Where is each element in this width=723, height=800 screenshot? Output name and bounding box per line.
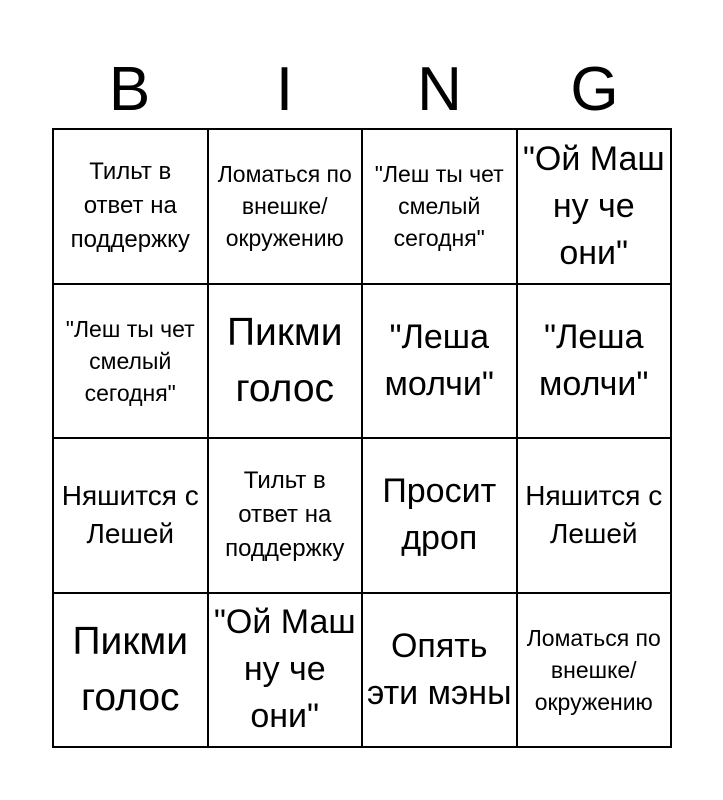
bingo-cell-r2c2[interactable] [209,285,364,440]
cell-text: "Ой Маш ну че они" [522,139,665,272]
cell-text: "Леша молчи" [539,317,649,403]
bingo-cell-r3c2[interactable] [209,439,364,594]
cell-text: "Леш ты чет смелый сегодня" [65,315,195,406]
bingo-cell-r4c3[interactable] [363,594,518,749]
bingo-cell-r2c1[interactable] [54,285,209,440]
bingo-cell-r1c1[interactable] [54,130,209,285]
cell-text: Тильт в ответ на поддержку [225,467,345,563]
bingo-cell-r4c2[interactable] [209,594,364,749]
cell-text: Тильт в ответ на поддержку [70,158,190,254]
bingo-cell-r3c3[interactable] [363,439,518,594]
cell-text: Просит дроп [382,472,497,558]
header-letter-i: I [275,55,294,124]
cell-text: Ломаться по внешке/ окружению [526,624,661,715]
cell-text: Ломаться по внешке/ окружению [217,161,352,252]
bingo-cell-r2c4[interactable] [518,285,673,440]
bingo-header [52,52,672,128]
bingo-cell-r1c2[interactable] [209,130,364,285]
cell-text: "Леша молчи" [384,317,494,403]
bingo-cell-r3c1[interactable] [54,439,209,594]
bingo-cell-r3c4[interactable] [518,439,673,594]
cell-text: Опять эти мэны [366,626,512,712]
header-letter-b: B [108,55,151,124]
cell-text: Пикми голос [72,619,188,719]
bingo-cell-r4c1[interactable] [54,594,209,749]
cell-text: Няшится с Лешей [525,480,663,550]
bingo-cell-r1c3[interactable] [363,130,518,285]
header-letter-n: N [417,55,462,124]
bingo-cell-r2c3[interactable] [363,285,518,440]
header-letter-g: G [570,55,619,124]
cell-text: "Ой Маш ну че они" [213,603,356,736]
bingo-board [52,128,672,748]
cell-text: Няшится с Лешей [61,480,199,550]
bingo-cell-r1c4[interactable] [518,130,673,285]
bingo-cell-r4c4[interactable] [518,594,673,749]
cell-text: Пикми голос [227,310,343,410]
cell-text: "Леш ты чет смелый сегодня" [374,161,504,252]
